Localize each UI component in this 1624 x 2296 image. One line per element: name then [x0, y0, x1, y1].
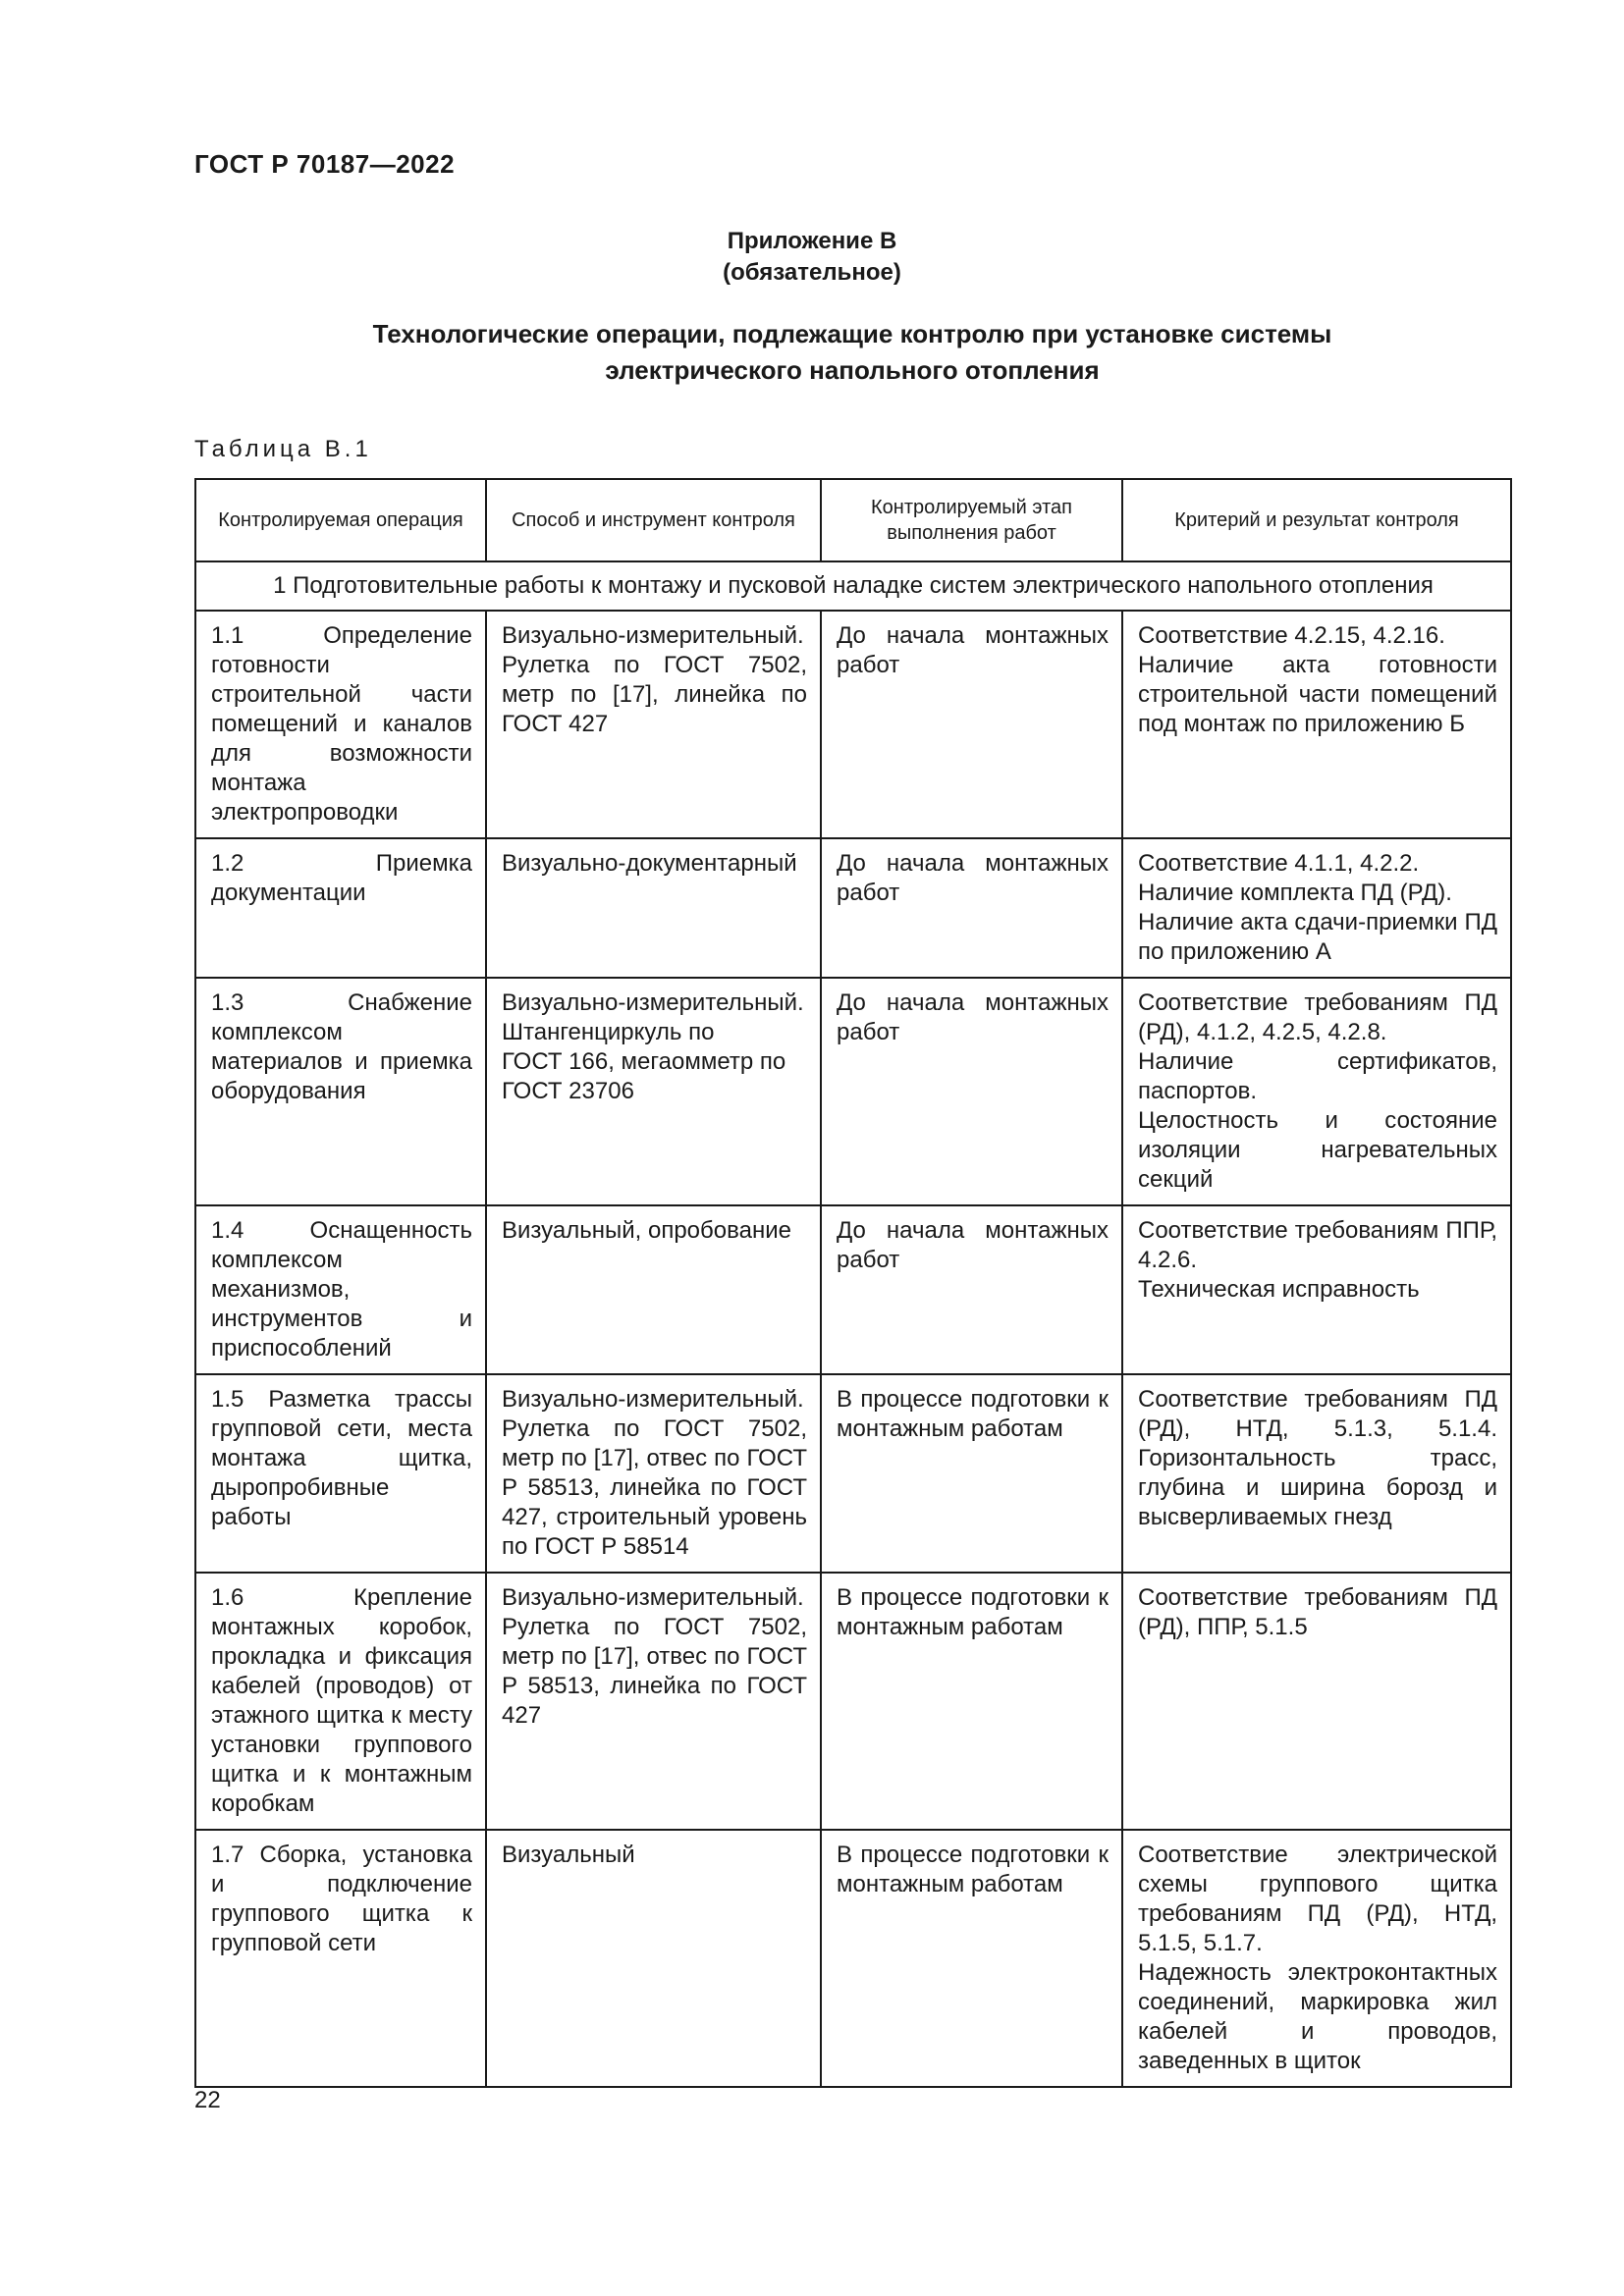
stage-cell: До начала монтажных работ: [821, 1205, 1122, 1374]
header-operation: Контролируемая операция: [195, 479, 486, 561]
criteria-line: Целостность и состояние изоляции нагревательных секций: [1138, 1107, 1497, 1193]
criteria-cell: [1122, 838, 1511, 978]
criteria-cell: [1122, 1830, 1511, 2087]
main-title-line-2: электрического напольного отопления: [605, 355, 1100, 385]
table-label: Таблица В.1: [194, 436, 372, 462]
criteria-line: Наличие комплекта ПД (РД).: [1138, 880, 1452, 906]
section-title: 1 Подготовительные работы к монтажу и пусковой наладке систем электрического напольного отопления: [195, 561, 1511, 611]
criteria-line: Надежность электроконтактных соединений, маркировка жил кабелей и проводов, заведенных в щиток: [1138, 1959, 1497, 2074]
table-row: [195, 611, 1511, 838]
method-cell: Визуально-документарный: [486, 838, 821, 978]
method-cell: Визуальный: [486, 1830, 821, 2087]
criteria-line: Техническая исправность: [1138, 1276, 1420, 1303]
method-cell: Визуальный, опробование: [486, 1205, 821, 1374]
criteria-line: Соответствие требованиям ПД (РД), ППР, 5.1.5: [1138, 1584, 1497, 1640]
criteria-line: Соответствие 4.1.1, 4.2.2.: [1138, 850, 1420, 877]
table-row: [195, 1573, 1511, 1830]
criteria-line: Наличие акта сдачи-приемки ПД по приложению А: [1138, 909, 1497, 965]
table-header-row: [195, 479, 1511, 561]
header-stage: Контролируемый этап выполнения работ: [821, 479, 1122, 561]
main-title-line-1: Технологические операции, подлежащие контролю при установке системы: [372, 319, 1332, 348]
operation-cell: 1.4 Оснащенность комплексом механизмов, инструментов и приспособлений: [195, 1205, 486, 1374]
method-cell: Визуально-измерительный. Рулетка по ГОСТ 7502, метр по [17], отвес по ГОСТ Р 58513, линейка по ГОСТ 427: [486, 1573, 821, 1830]
method-line: Визуально-измерительный.: [502, 989, 804, 1016]
method-cell: Визуально-измерительный. Рулетка по ГОСТ 7502, метр по [17], линейка по ГОСТ 427: [486, 611, 821, 838]
criteria-cell: [1122, 1374, 1511, 1573]
criteria-line: Соответствие требованиям ПД (РД), НТД, 5.1.3, 5.1.4. Горизонтальность трасс, глубина и ширина борозд и высверливаемых гнезд: [1138, 1386, 1497, 1530]
criteria-line: Соответствие электрической схемы группового щитка требованиям ПД (РД), НТД, 5.1.5, 5.1.7.: [1138, 1842, 1497, 1956]
appendix-heading: [0, 226, 1624, 289]
method-cell: [486, 978, 821, 1205]
method-cell: Визуально-измерительный. Рулетка по ГОСТ 7502, метр по [17], отвес по ГОСТ Р 58513, линейка по ГОСТ 427, строительный уровень по ГОСТ Р 58514: [486, 1374, 821, 1573]
criteria-cell: [1122, 611, 1511, 838]
table-row: [195, 1830, 1511, 2087]
operation-cell: 1.2 Приемка документации: [195, 838, 486, 978]
control-operations-table: [194, 478, 1512, 2088]
criteria-line: Наличие сертификатов, паспортов.: [1138, 1048, 1497, 1104]
table-row: [195, 978, 1511, 1205]
criteria-cell: [1122, 1573, 1511, 1830]
stage-cell: В процессе подготовки к монтажным работам: [821, 1573, 1122, 1830]
operation-cell: 1.5 Разметка трассы групповой сети, места монтажа щитка, дыропробивные работы: [195, 1374, 486, 1573]
method-line: ГОСТ 23706: [502, 1078, 634, 1104]
operation-cell: 1.1 Определение готовности строительной части помещений и каналов для возможности монтажа электропроводки: [195, 611, 486, 838]
table-row: [195, 1374, 1511, 1573]
header-criteria: Критерий и результат контроля: [1122, 479, 1511, 561]
method-line: Штангенциркуль по: [502, 1019, 715, 1045]
stage-cell: В процессе подготовки к монтажным работам: [821, 1830, 1122, 2087]
criteria-cell: [1122, 978, 1511, 1205]
stage-cell: До начала монтажных работ: [821, 978, 1122, 1205]
criteria-cell: [1122, 1205, 1511, 1374]
criteria-line: Соответствие 4.2.15, 4.2.16.: [1138, 622, 1445, 649]
header-method: Способ и инструмент контроля: [486, 479, 821, 561]
criteria-line: Соответствие требованиям ПД (РД), 4.1.2, 4.2.5, 4.2.8.: [1138, 989, 1497, 1045]
method-line: ГОСТ 166, мегаомметр по: [502, 1048, 786, 1075]
table-row: [195, 838, 1511, 978]
table-row: [195, 1205, 1511, 1374]
main-title: [194, 316, 1510, 389]
appendix-title: Приложение В: [727, 228, 897, 254]
operation-cell: 1.3 Снабжение комплексом материалов и приемка оборудования: [195, 978, 486, 1205]
criteria-line: Соответствие требованиям ППР, 4.2.6.: [1138, 1217, 1497, 1273]
section-row: [195, 561, 1511, 611]
stage-cell: В процессе подготовки к монтажным работам: [821, 1374, 1122, 1573]
operation-cell: 1.6 Крепление монтажных коробок, прокладка и фиксация кабелей (проводов) от этажного щитка к месту установки группового щитка и к монтажным коробкам: [195, 1573, 486, 1830]
criteria-line: Наличие акта готовности строительной части помещений под монтаж по приложению Б: [1138, 652, 1497, 737]
page-number: 22: [194, 2087, 221, 2113]
stage-cell: До начала монтажных работ: [821, 611, 1122, 838]
document-standard-header: ГОСТ Р 70187—2022: [194, 149, 456, 179]
stage-cell: До начала монтажных работ: [821, 838, 1122, 978]
appendix-status: (обязательное): [723, 259, 901, 286]
operation-cell: 1.7 Сборка, установка и подключение группового щитка к групповой сети: [195, 1830, 486, 2087]
